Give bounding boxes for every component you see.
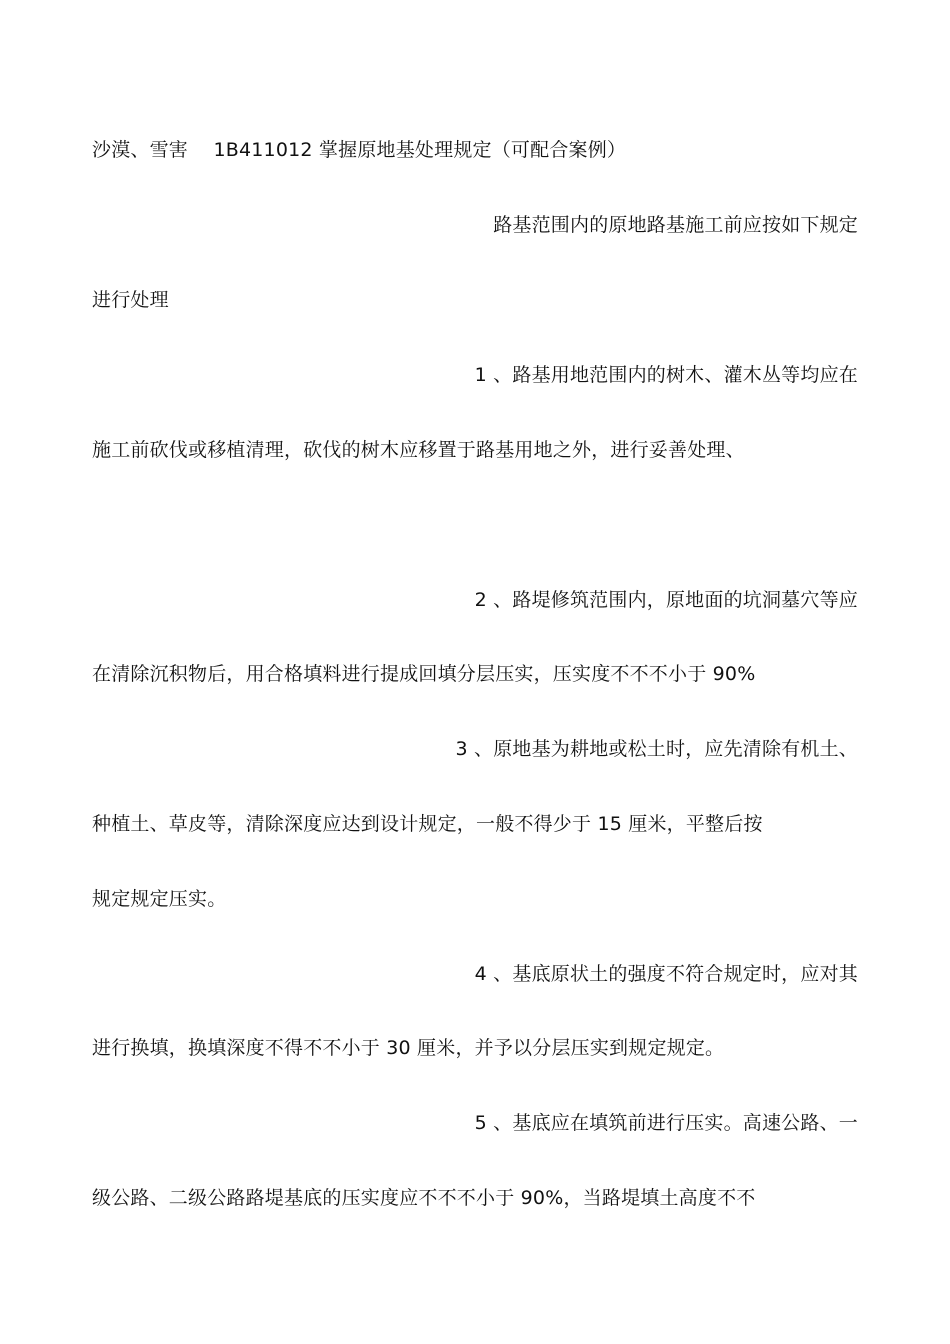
paragraph-intro-line-1: 路基范围内的原地路基施工前应按如下规定 bbox=[493, 214, 858, 236]
item-1-line-1: 1 、路基用地范围内的树木、灌木丛等均应在 bbox=[474, 364, 858, 386]
item-2-line-2: 在清除沉积物后，用合格填料进行提成回填分层压实，压实度不不不小于 90% bbox=[92, 663, 756, 685]
item-3-line-2: 种植土、草皮等，清除深度应达到设计规定，一般不得少于 15 厘米，平整后按 bbox=[92, 813, 763, 835]
item-4-line-2: 进行换填，换填深度不得不不小于 30 厘米，并予以分层压实到规定规定。 bbox=[92, 1037, 725, 1059]
item-1-line-2: 施工前砍伐或移植清理，砍伐的树木应移置于路基用地之外，进行妥善处理、 bbox=[92, 439, 745, 461]
item-3-line-3: 规定规定压实。 bbox=[92, 888, 227, 910]
item-5-line-1: 5 、基底应在填筑前进行压实。高速公路、一 bbox=[474, 1112, 858, 1134]
item-4-line-1: 4 、基底原状土的强度不符合规定时，应对其 bbox=[474, 963, 858, 985]
paragraph-intro-line-2: 进行处理 bbox=[92, 289, 169, 311]
item-3-line-1: 3 、原地基为耕地或松土时，应先清除有机土、 bbox=[455, 738, 858, 760]
doc-heading-line: 沙漠、雪害 1B411012 掌握原地基处理规定（可配合案例） bbox=[92, 139, 627, 161]
item-5-line-2: 级公路、二级公路路堤基底的压实度应不不不小于 90%，当路堤填土高度不不 bbox=[92, 1187, 756, 1209]
item-2-line-1: 2 、路堤修筑范围内，原地面的坑洞墓穴等应 bbox=[474, 589, 858, 611]
